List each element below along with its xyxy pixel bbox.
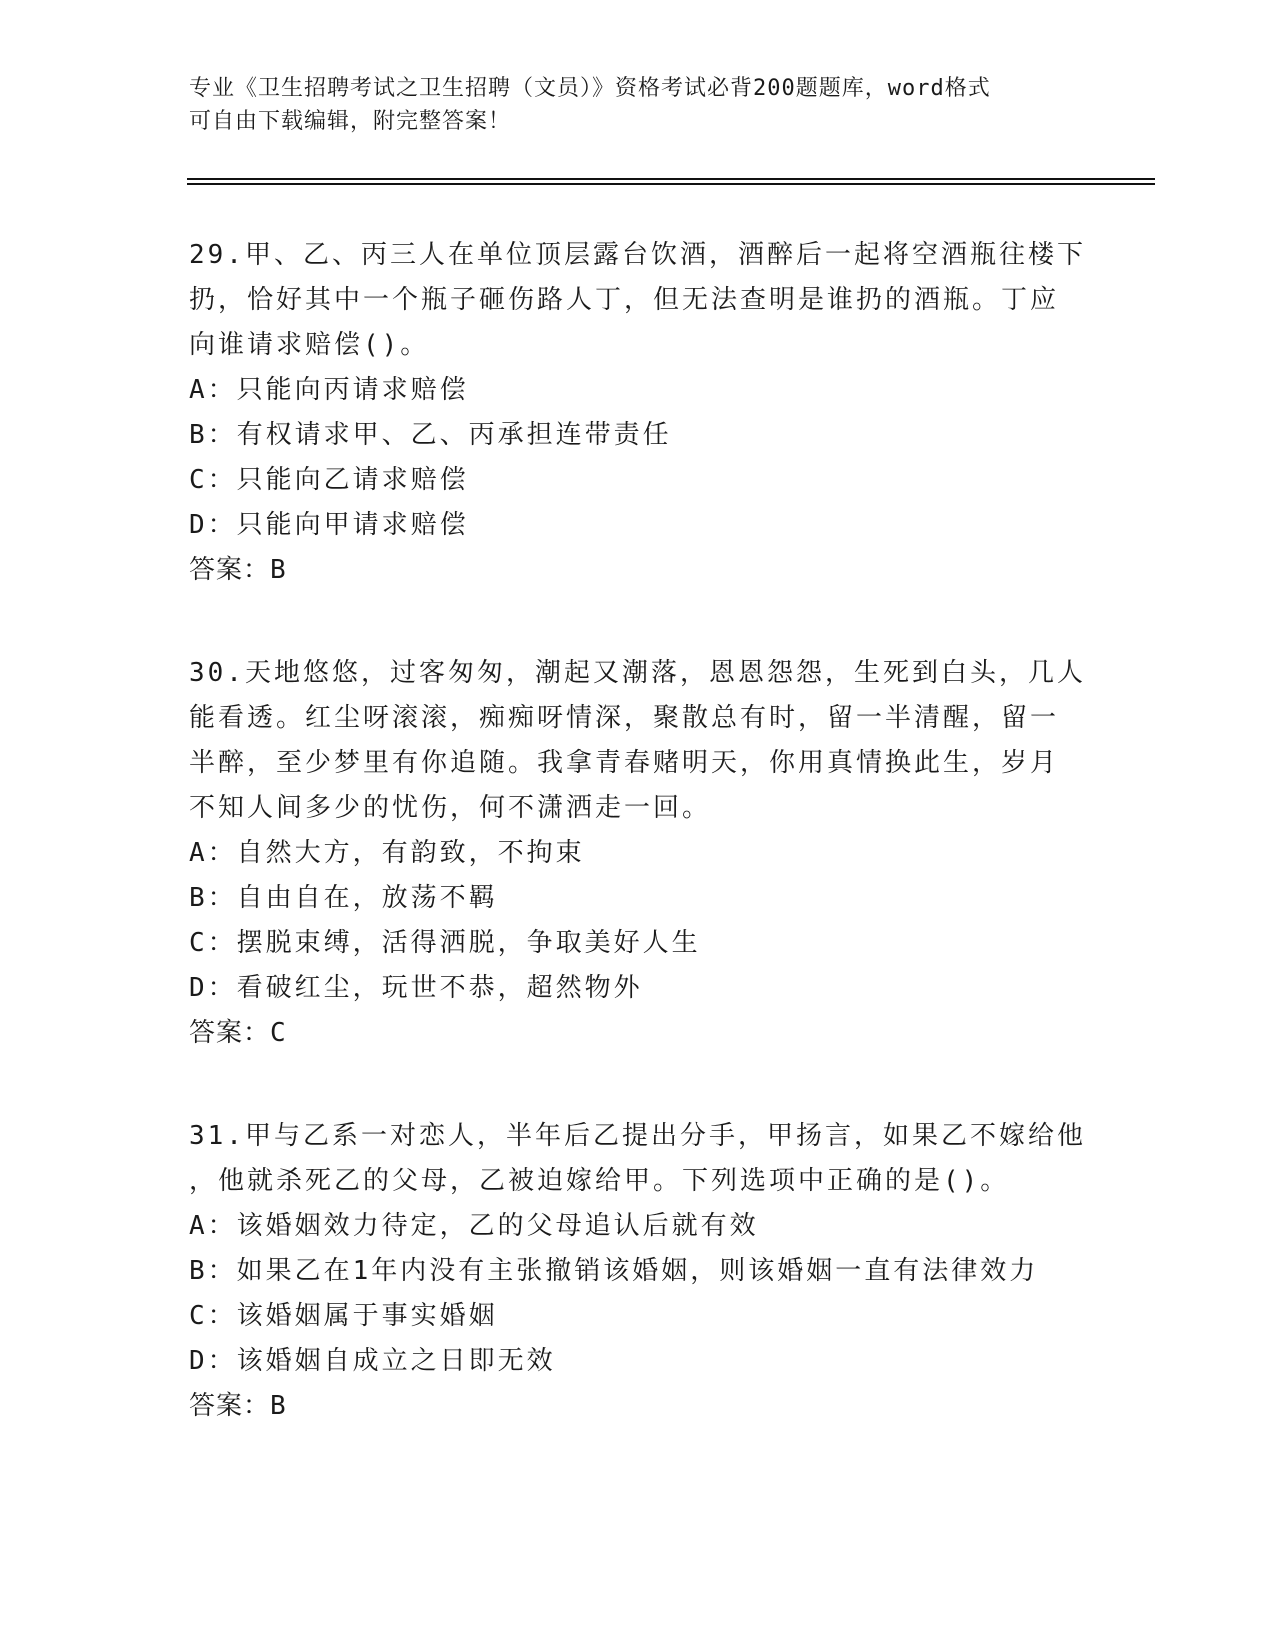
question-stem-line: 29.甲、乙、丙三人在单位顶层露台饮酒，酒醉后一起将空酒瓶往楼下 xyxy=(189,240,1086,270)
question-stem-line: 不知人间多少的忧伤，何不潇洒走一回。 xyxy=(189,793,712,823)
question-29 xyxy=(189,233,1129,593)
option-c: C：只能向乙请求赔偿 xyxy=(189,465,469,495)
option-b: B：自由自在，放荡不羁 xyxy=(189,883,498,913)
answer-value: B xyxy=(270,555,287,585)
question-stem-line: 扔，恰好其中一个瓶子砸伤路人丁，但无法查明是谁扔的酒瓶。丁应 xyxy=(189,285,1060,315)
answer-value: C xyxy=(270,1018,287,1048)
answer-label: 答案： xyxy=(189,1018,271,1048)
header-line-1: 专业《卫生招聘考试之卫生招聘（文员）》资格考试必背200题题库，word格式 xyxy=(189,76,991,101)
option-b: B：有权请求甲、乙、丙承担连带责任 xyxy=(189,420,672,450)
answer-label: 答案： xyxy=(189,555,271,585)
option-d: D：只能向甲请求赔偿 xyxy=(189,510,469,540)
option-d: D：该婚姻自成立之日即无效 xyxy=(189,1346,556,1376)
answer-line xyxy=(189,1011,1129,1056)
document-header xyxy=(189,72,1089,138)
option-a: A：只能向丙请求赔偿 xyxy=(189,375,469,405)
header-divider-bottom xyxy=(187,183,1155,185)
option-c: C：该婚姻属于事实婚姻 xyxy=(189,1301,498,1331)
answer-value: B xyxy=(270,1391,287,1421)
option-b: B：如果乙在1年内没有主张撤销该婚姻，则该婚姻一直有法律效力 xyxy=(189,1256,1039,1286)
question-31 xyxy=(189,1114,1129,1429)
answer-line xyxy=(189,548,1129,593)
question-stem-line: 30.天地悠悠，过客匆匆，潮起又潮落，恩恩怨怨，生死到白头，几人 xyxy=(189,658,1086,688)
header-divider-top xyxy=(187,178,1155,180)
option-d: D：看破红尘，玩世不恭，超然物外 xyxy=(189,973,643,1003)
question-stem-line: ，他就杀死乙的父母，乙被迫嫁给甲。下列选项中正确的是()。 xyxy=(189,1166,1010,1196)
question-list xyxy=(189,233,1129,1487)
option-a: A：自然大方，有韵致，不拘束 xyxy=(189,838,585,868)
question-stem-line: 半醉，至少梦里有你追随。我拿青春赌明天，你用真情换此生，岁月 xyxy=(189,748,1060,778)
option-a: A：该婚姻效力待定，乙的父母追认后就有效 xyxy=(189,1211,759,1241)
question-30 xyxy=(189,651,1129,1056)
question-stem-line: 能看透。红尘呀滚滚，痴痴呀情深，聚散总有时，留一半清醒，留一 xyxy=(189,703,1060,733)
header-line-2: 可自由下载编辑，附完整答案！ xyxy=(189,109,512,134)
answer-label: 答案： xyxy=(189,1391,271,1421)
option-c: C：摆脱束缚，活得洒脱，争取美好人生 xyxy=(189,928,701,958)
question-stem-line: 31.甲与乙系一对恋人，半年后乙提出分手，甲扬言，如果乙不嫁给他 xyxy=(189,1121,1086,1151)
answer-line xyxy=(189,1384,1129,1429)
question-stem-line: 向谁请求赔偿()。 xyxy=(189,330,430,360)
